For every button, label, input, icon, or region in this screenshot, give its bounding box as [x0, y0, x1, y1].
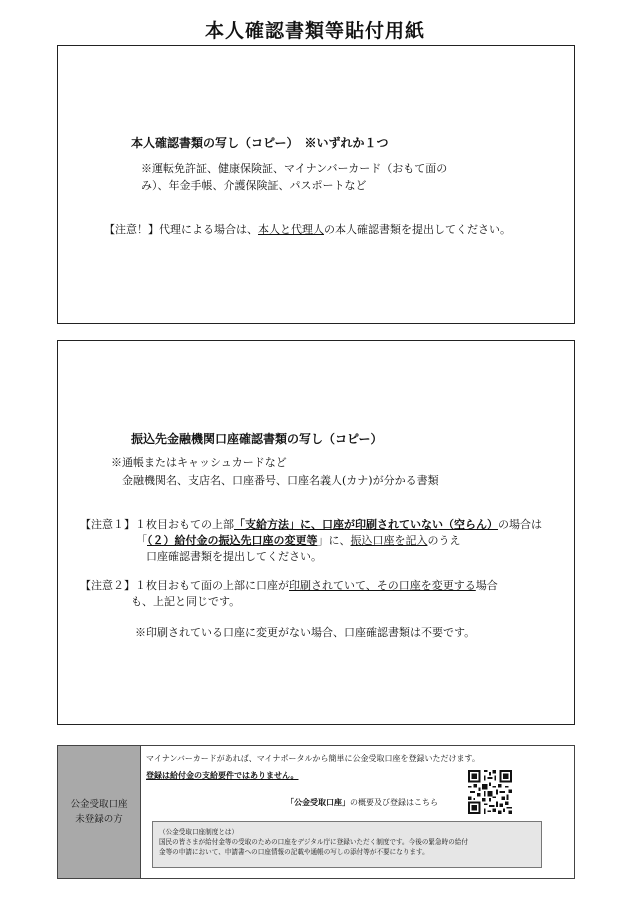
bank-heading: 振込先金融機関口座確認書類の写し（コピー） — [131, 432, 383, 446]
identity-note-suffix: の本人確認書類を提出してください。 — [324, 223, 511, 236]
note1-prefix: 【注意１】１枚目おもての上部 — [80, 518, 234, 531]
note1-mid: の場合は — [498, 518, 542, 531]
note1-line2 — [136, 532, 461, 548]
public-account-info-box — [152, 821, 542, 868]
note1-l2-mid: 」に、 — [317, 534, 351, 547]
bank-sub2: 金融機関名、支店名、口座番号、口座名義人(カナ)が分かる書類 — [122, 474, 439, 487]
note2-suffix: 場合 — [475, 579, 498, 592]
note2-line2: も、上記と同じです。 — [131, 595, 241, 608]
link-rest: の概要及び登録はこちら — [350, 798, 438, 807]
public-account-label — [58, 746, 141, 878]
page-title: 本人確認書類等貼付用紙 — [204, 20, 425, 42]
note2-underline: 印刷されていて、その口座を変更する — [289, 579, 476, 592]
note1-l2-end: のうえ — [427, 534, 461, 547]
qr-code-icon[interactable] — [468, 770, 512, 814]
public-account-link[interactable] — [286, 797, 438, 808]
note1-underline1: 「支給方法」に、口座が印刷されていない（空らん） — [234, 518, 498, 531]
identity-heading: 本人確認書類の写し（コピー） ※いずれか１つ — [131, 136, 389, 150]
note2-prefix: 【注意２】１枚目おもて面の上部に口座が — [80, 579, 289, 592]
info-title: （公金受取口座制度とは） — [159, 828, 239, 836]
bank-footnote: ※印刷されている口座に変更がない場合、口座確認書類は不要です。 — [135, 626, 476, 639]
bottom-line2: 登録は給付金の支給要件ではありません。 — [146, 770, 299, 780]
bottom-line1: マイナンバーカードがあれば、マイナポータルから簡単に公金受取口座を登録いただけます。 — [146, 754, 480, 763]
identity-note-underline: 本人と代理人 — [258, 223, 324, 236]
public-account-section — [57, 745, 575, 879]
info-line2: 金等の申請において、申請書への口座情報の記載や通帳の写しの添付等が不要になります。 — [159, 848, 429, 856]
info-line1: 国民の皆さまが給付金等の受取のための口座をデジタル庁に登録いただく制度です。今後の緊急時の給付 — [159, 838, 468, 846]
note1-l2-open: 「 — [136, 534, 147, 547]
note2-line1 — [80, 577, 498, 593]
link-bold: 「公金受取口座」 — [286, 797, 350, 807]
identity-document-box — [57, 45, 575, 324]
identity-examples-line1: ※運転免許証、健康保険証、マイナンバーカード（おもて面の — [141, 162, 448, 175]
note1-underline2: （２）給付金の振込先口座の変更等 — [147, 534, 318, 547]
label-line2: 未登録の方 — [75, 814, 123, 825]
note1-line1 — [80, 516, 542, 532]
label-line1: 公金受取口座 — [70, 799, 128, 810]
bank-account-document-box — [57, 340, 575, 725]
identity-note-prefix: 【注意！】代理による場合は、 — [104, 223, 258, 236]
note1-line3: 口座確認書類を提出してください。 — [146, 550, 322, 563]
identity-note — [104, 221, 511, 237]
bank-sub1: ※通帳またはキャッシュカードなど — [111, 456, 287, 469]
identity-examples-line2: み）、年金手帳、介護保険証、パスポートなど — [141, 179, 367, 192]
note1-underline3: 振込口座を記入 — [350, 534, 428, 547]
